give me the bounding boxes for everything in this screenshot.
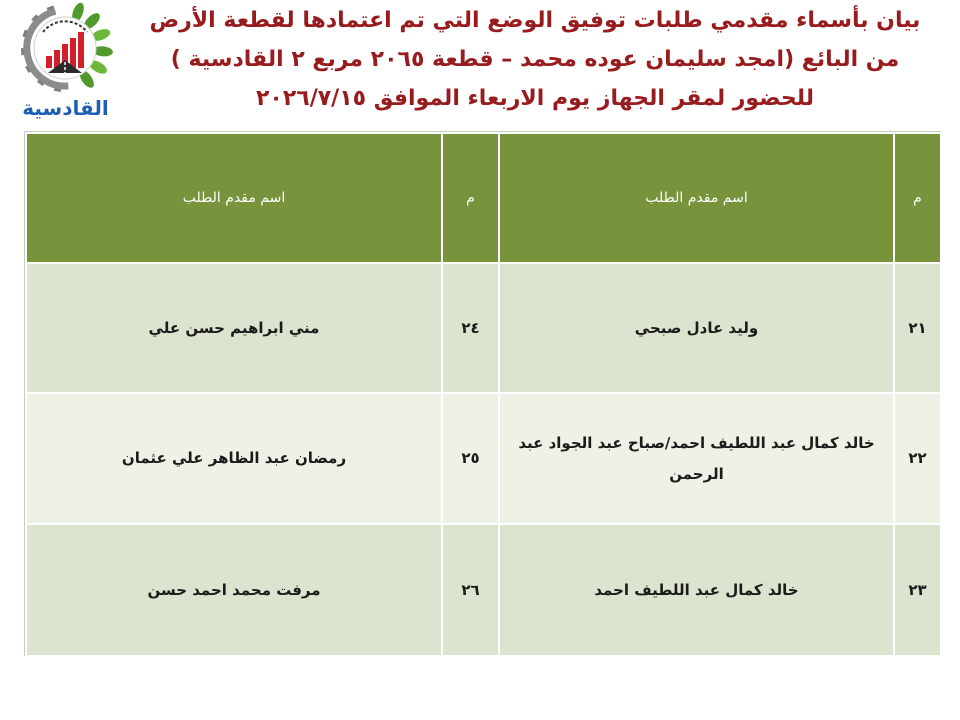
applicant-name-cell: وليد عادل صبحي xyxy=(499,263,894,393)
title-line-1: بيان بأسماء مقدمي طلبات توفيق الوضع التي تم اعتمادها لقطعة الأرض xyxy=(149,8,921,33)
serial-number-cell: ٢٦ xyxy=(442,524,499,656)
title-line-3: للحضور لمقر الجهاز يوم الاربعاء الموافق ٢٠٢٦/٧/١٥ xyxy=(256,86,814,111)
applicants-table-frame xyxy=(24,131,941,656)
applicant-name-cell: مرفت محمد احمد حسن xyxy=(26,524,442,656)
serial-number-cell: ٢٤ xyxy=(442,263,499,393)
applicant-name-cell: خالد كمال عبد اللطيف احمد/صباح عبد الجواد عبد الرحمن xyxy=(499,393,894,524)
city-emblem-icon xyxy=(8,2,123,94)
table-header-cell: م xyxy=(442,133,499,263)
applicant-name-cell: خالد كمال عبد اللطيف احمد xyxy=(499,524,894,656)
logo-caption: القادسية xyxy=(22,96,109,120)
applicants-table xyxy=(25,132,942,657)
page-title xyxy=(124,1,946,118)
applicant-name-cell: رمضان عبد الظاهر علي عثمان xyxy=(26,393,442,524)
table-row xyxy=(26,393,941,524)
city-logo xyxy=(8,2,123,126)
serial-number-cell: ٢١ xyxy=(894,263,941,393)
serial-number-cell: ٢٢ xyxy=(894,393,941,524)
table-header-cell: اسم مقدم الطلب xyxy=(26,133,442,263)
table-row xyxy=(26,524,941,656)
title-line-2: من البائع (امجد سليمان عوده محمد – قطعة ٢٠٦٥ مربع ٢ القادسية ) xyxy=(170,47,900,72)
table-header-cell: اسم مقدم الطلب xyxy=(499,133,894,263)
table-header-cell: م xyxy=(894,133,941,263)
applicant-name-cell: مني ابراهيم حسن علي xyxy=(26,263,442,393)
serial-number-cell: ٢٣ xyxy=(894,524,941,656)
table-row xyxy=(26,263,941,393)
table-header-row xyxy=(26,133,941,263)
serial-number-cell: ٢٥ xyxy=(442,393,499,524)
